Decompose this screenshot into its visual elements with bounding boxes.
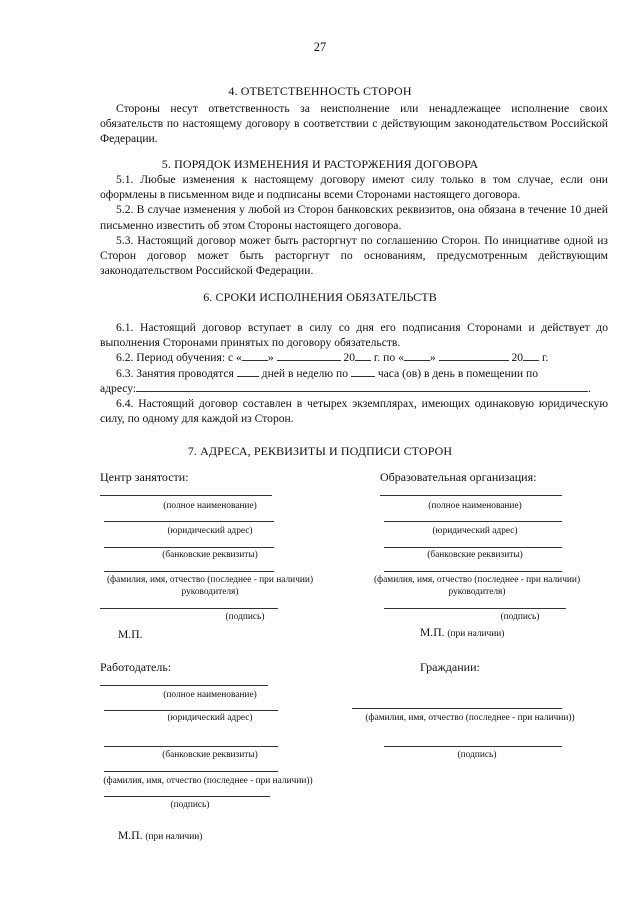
hours-blank bbox=[351, 366, 375, 377]
section-4-paragraph: Стороны несут ответственность за неисполнение или ненадлежащее исполнение своих обязательств по настоящему договору в соответствии с действующим законодательством Российской Федерации. bbox=[100, 102, 608, 146]
citizen-sign-caption: (подпись) bbox=[457, 750, 497, 760]
educational-org-bank-caption: (банковские реквизиты) bbox=[427, 550, 523, 560]
section-4-body bbox=[100, 101, 608, 147]
employment-center-fio-caption-2: руководителя) bbox=[181, 587, 239, 597]
section-5-body bbox=[100, 172, 608, 278]
clause-5-1: 5.1. Любые изменения к настоящему договору имеют силу только в том случае, если они оформлены в письменном виде и подписаны всеми Сторонами настоящего договора. bbox=[100, 173, 608, 202]
employer-bank-line bbox=[104, 746, 278, 747]
educational-org-bank-line bbox=[384, 547, 562, 548]
employer-sign-caption: (подпись) bbox=[170, 800, 210, 810]
clause-5-3: 5.3. Настоящий договор может быть расторгнут по соглашению Сторон. По инициативе одной из Сторон договор может быть расторгнут по основаниям, предусмотренным действующим законодательством Российской Федерации. bbox=[100, 233, 608, 278]
section-6-body bbox=[100, 320, 608, 426]
section-6-title: 6. СРОКИ ИСПОЛНЕНИЯ ОБЯЗАТЕЛЬСТВ bbox=[203, 290, 437, 304]
employer-address-line bbox=[104, 710, 278, 711]
educational-org-fio-line bbox=[384, 571, 562, 572]
educational-org-name-caption: (полное наименование) bbox=[428, 501, 522, 511]
educational-org-stamp: М.П. (при наличии) bbox=[420, 626, 505, 639]
educational-org-address-caption: (юридический адрес) bbox=[432, 526, 518, 536]
employer-label: Работодатель: bbox=[100, 660, 172, 674]
employer-name-caption: (полное наименование) bbox=[163, 690, 257, 700]
employment-center-fio-caption: (фамилия, имя, отчество (последнее - при наличии) bbox=[106, 575, 314, 585]
section-4-title: 4. ОТВЕТСТВЕННОСТЬ СТОРОН bbox=[228, 84, 412, 98]
educational-org-label: Образовательная организация: bbox=[380, 470, 537, 484]
clause-6-3-address: адресу: . bbox=[100, 381, 592, 395]
educational-org-name-line bbox=[380, 495, 562, 496]
educational-org-fio-caption-2: руководителя) bbox=[448, 587, 506, 597]
end-year-blank bbox=[523, 350, 539, 361]
end-day-blank bbox=[404, 350, 430, 361]
citizen-fio-line bbox=[352, 708, 562, 709]
employer-fio-line bbox=[104, 771, 278, 772]
educational-org-fio-caption: (фамилия, имя, отчество (последнее - при наличии) bbox=[373, 575, 581, 585]
days-blank bbox=[237, 366, 259, 377]
clause-6-2: 6.2. Период обучения: с « » 20 г. по « » 20 г. bbox=[116, 351, 549, 365]
employer-stamp: М.П. (при наличии) bbox=[118, 829, 203, 842]
citizen-label: Граждании: bbox=[420, 660, 480, 674]
clause-6-4: 6.4. Настоящий договор составлен в четырех экземплярах, имеющих одинаковую юридическую силу, по одному для каждой из Сторон. bbox=[100, 397, 608, 426]
employment-center-address-caption: (юридический адрес) bbox=[167, 526, 253, 536]
clause-5-2: 5.2. В случае изменения у любой из Сторон банковских реквизитов, она обязана в течение 10 дней письменно известить об этом Стороны настоящего договора. bbox=[100, 203, 608, 232]
employer-fio-caption: (фамилия, имя, отчество (последнее - при наличии)) bbox=[103, 776, 313, 786]
employer-address-caption: (юридический адрес) bbox=[167, 713, 253, 723]
employment-center-address-line bbox=[104, 521, 274, 522]
clause-6-1: 6.1. Настоящий договор вступает в силу со дня его подписания Сторонами и действует до выполнения Сторонами принятых по договору обязательств. bbox=[100, 321, 608, 350]
citizen-sign-line bbox=[384, 746, 562, 747]
employer-sign-line bbox=[104, 796, 270, 797]
citizen-fio-caption: (фамилия, имя, отчество (последнее - при наличии)) bbox=[365, 713, 575, 723]
start-month-blank bbox=[277, 350, 341, 361]
end-month-blank bbox=[439, 350, 509, 361]
employment-center-name-caption: (полное наименование) bbox=[163, 501, 257, 511]
employment-center-fio-line bbox=[104, 571, 274, 572]
employment-center-bank-line bbox=[104, 547, 274, 548]
section-7-title: 7. АДРЕСА, РЕКВИЗИТЫ И ПОДПИСИ СТОРОН bbox=[187, 444, 453, 458]
employment-center-bank-caption: (банковские реквизиты) bbox=[162, 550, 258, 560]
employer-bank-caption: (банковские реквизиты) bbox=[162, 750, 258, 760]
employment-center-sign-line bbox=[100, 608, 278, 609]
employment-center-sign-caption: (подпись) bbox=[225, 612, 265, 622]
educational-org-sign-line bbox=[384, 608, 566, 609]
page-number: 27 bbox=[313, 40, 327, 54]
employment-center-name-line bbox=[100, 495, 272, 496]
section-5-title: 5. ПОРЯДОК ИЗМЕНЕНИЯ И РАСТОРЖЕНИЯ ДОГОВОРА bbox=[161, 157, 479, 171]
start-day-blank bbox=[242, 350, 268, 361]
employer-name-line bbox=[100, 685, 268, 686]
address-blank bbox=[136, 381, 588, 392]
employment-center-label: Центр занятости: bbox=[100, 470, 189, 484]
clause-6-3: 6.3. Занятия проводятся дней в неделю по часа (ов) в день в помещении по bbox=[116, 366, 539, 380]
educational-org-sign-caption: (подпись) bbox=[500, 612, 540, 622]
employment-center-stamp: М.П. bbox=[118, 628, 143, 641]
educational-org-address-line bbox=[384, 521, 562, 522]
start-year-blank bbox=[355, 350, 371, 361]
